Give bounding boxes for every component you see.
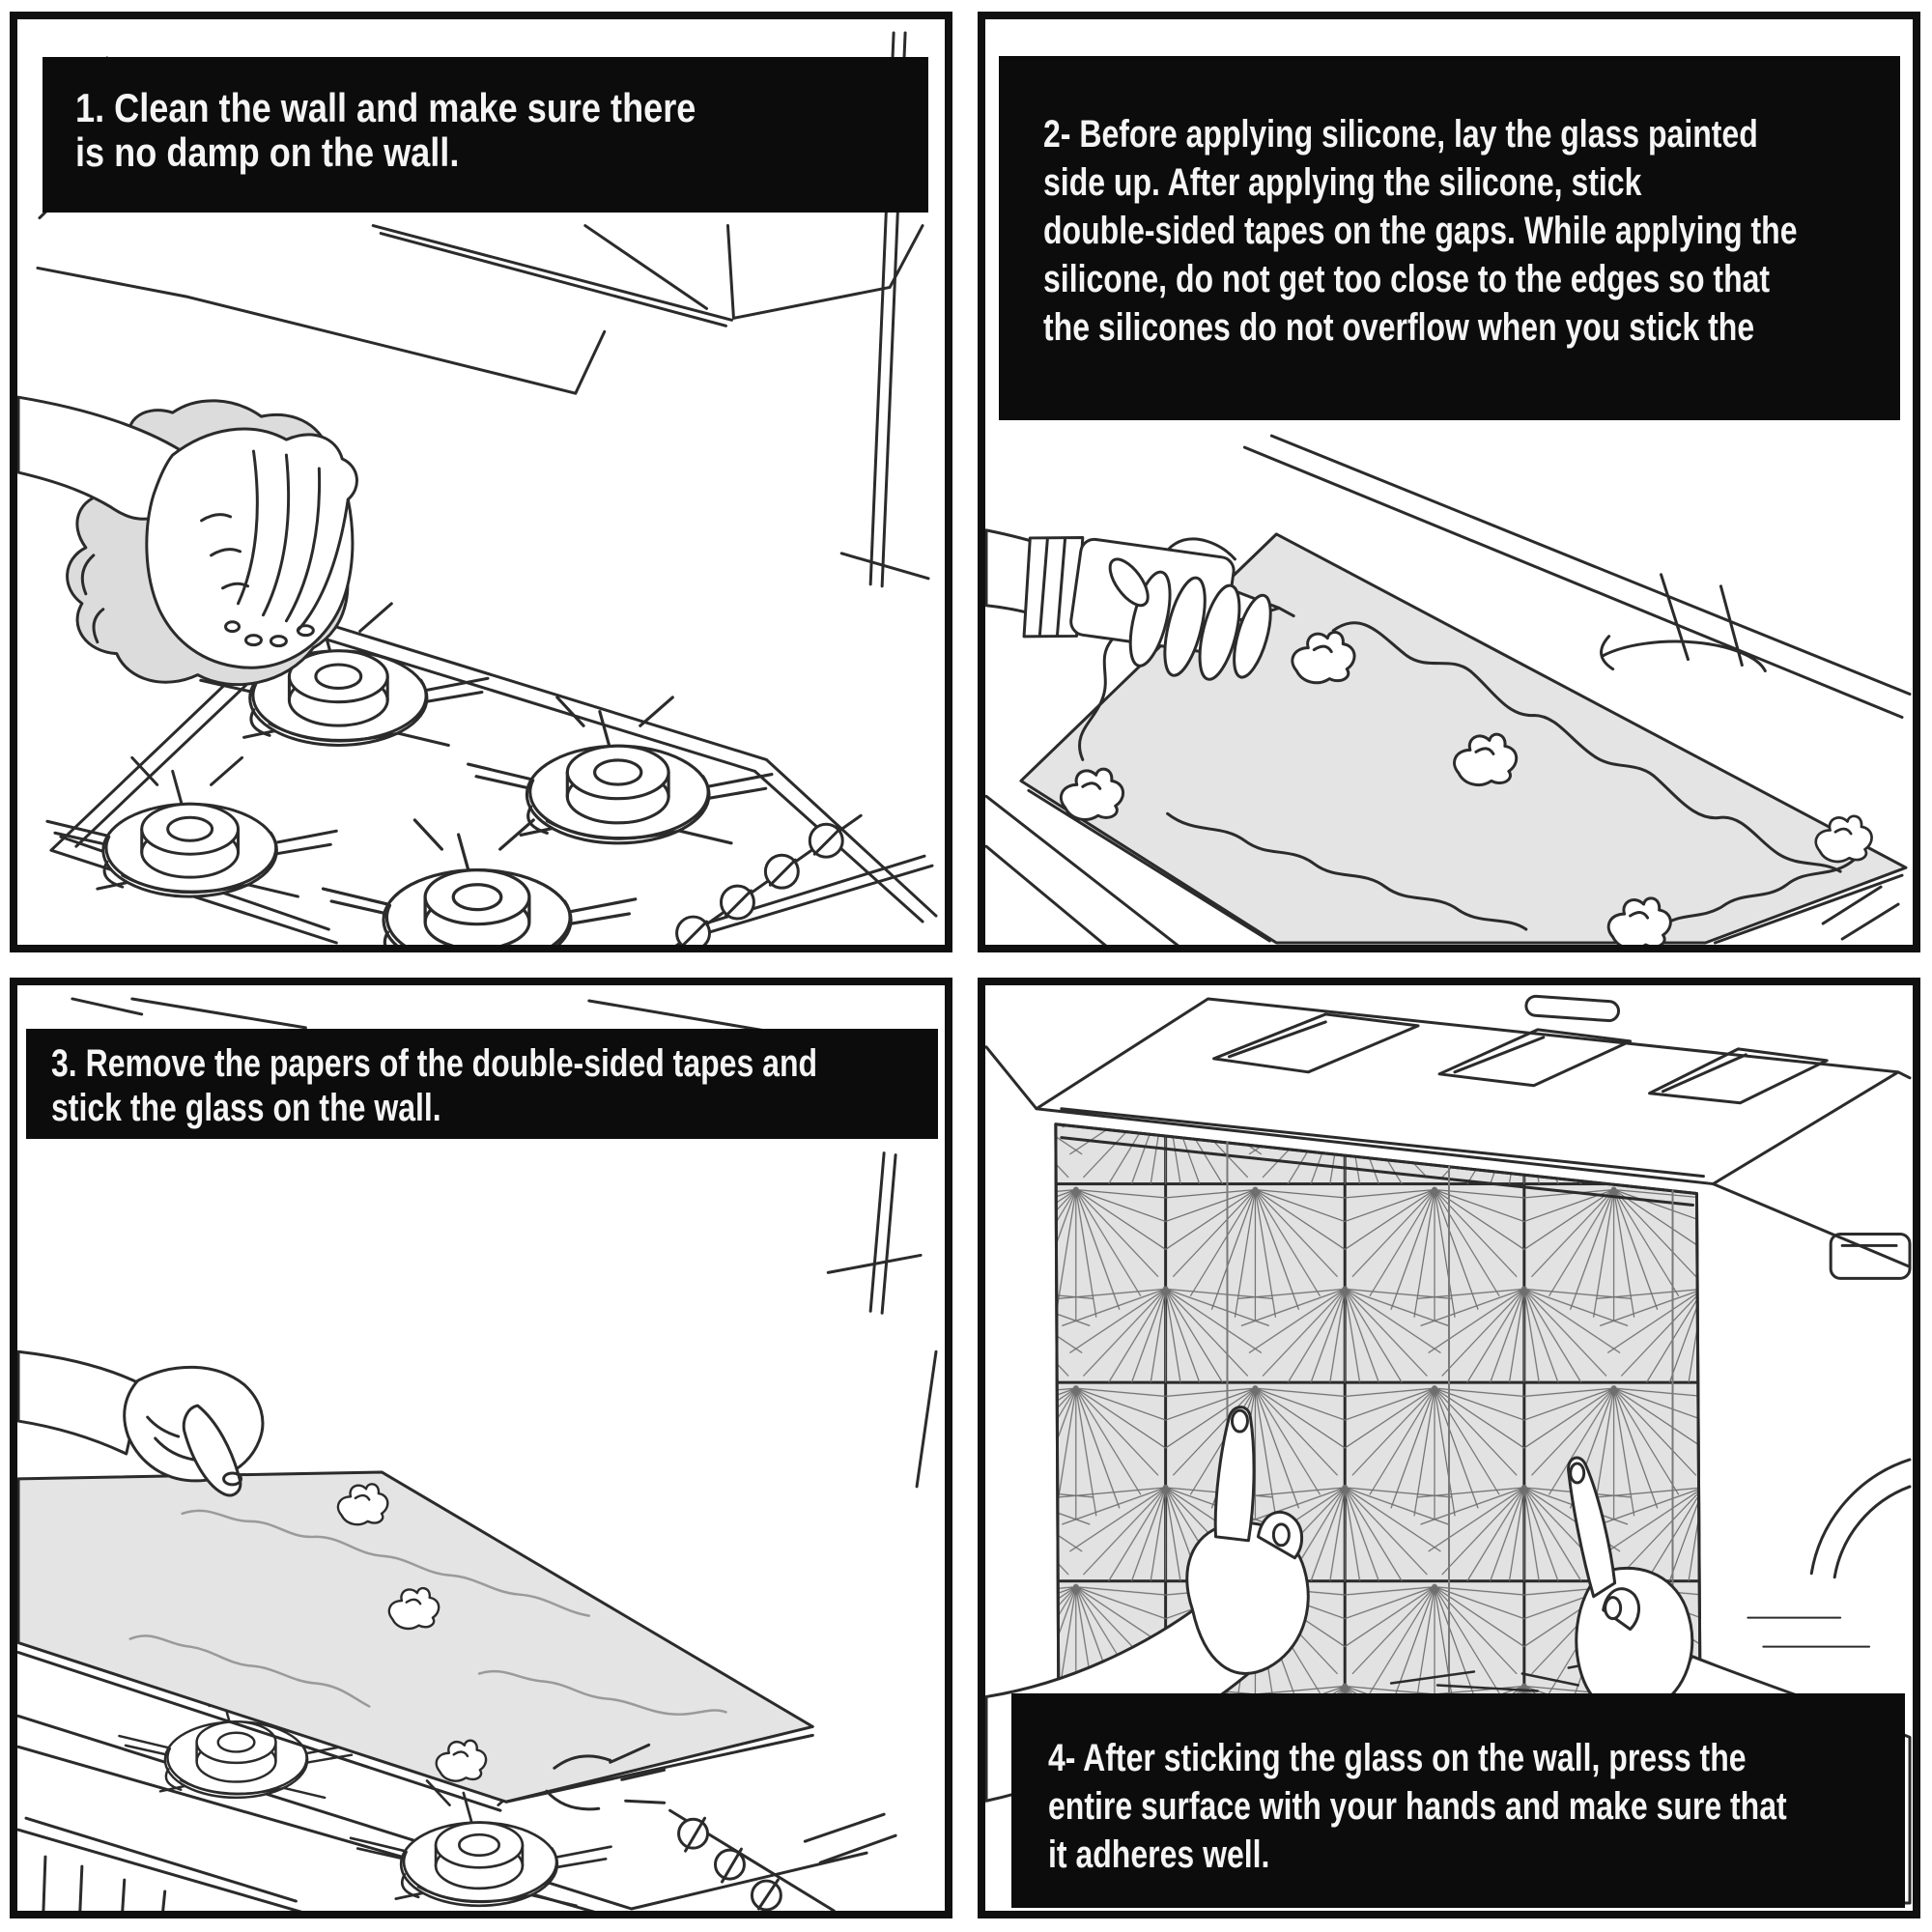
step-4-caption <box>1011 1693 1905 1908</box>
control-knobs <box>659 815 862 945</box>
step-2-text-line-3: double-sided tapes on the gaps. While applying the <box>1043 210 1798 252</box>
step-1-text-line-2: is no damp on the wall. <box>75 129 460 175</box>
step-2-caption <box>999 56 1900 420</box>
glass-sheet <box>18 1472 812 1810</box>
step-4-text-line-2: entire surface with your hands and make sure that <box>1048 1785 1787 1828</box>
step-2-text-line-5: the silicones do not overflow when you stick the <box>1043 306 1755 349</box>
step-3-text-line-1: 3. Remove the papers of the double-sided tapes and <box>51 1042 818 1085</box>
step-3-caption <box>26 1029 938 1139</box>
step-2-text-line-2: side up. After applying the silicone, stick <box>1043 161 1642 204</box>
step-1-caption <box>43 57 928 213</box>
panel-step-4 <box>978 978 1920 1918</box>
step-2-text-line-1: 2- Before applying silicone, lay the glass painted <box>1043 113 1758 156</box>
step-2-text-line-4: silicone, do not get too close to the edges so that <box>1043 258 1771 300</box>
wall-sketch <box>1713 1184 1910 1647</box>
hand-with-cloth <box>18 397 356 684</box>
panel-step-2 <box>978 12 1920 952</box>
control-knobs <box>670 1810 835 1911</box>
lifting-hand <box>18 1351 263 1495</box>
step-3-text-line-2: stick the glass on the wall. <box>51 1087 441 1129</box>
step-4-text-line-3: it adheres well. <box>1048 1833 1270 1876</box>
step-1-text-line-1: 1. Clean the wall and make sure there <box>75 85 696 130</box>
panel-step-3 <box>10 978 952 1918</box>
silicone-bottle-hand <box>986 530 1300 683</box>
instruction-sheet <box>10 12 1920 1918</box>
step-4-text-line-1: 4- After sticking the glass on the wall, press the <box>1048 1737 1747 1779</box>
panel-step-1 <box>10 12 952 952</box>
